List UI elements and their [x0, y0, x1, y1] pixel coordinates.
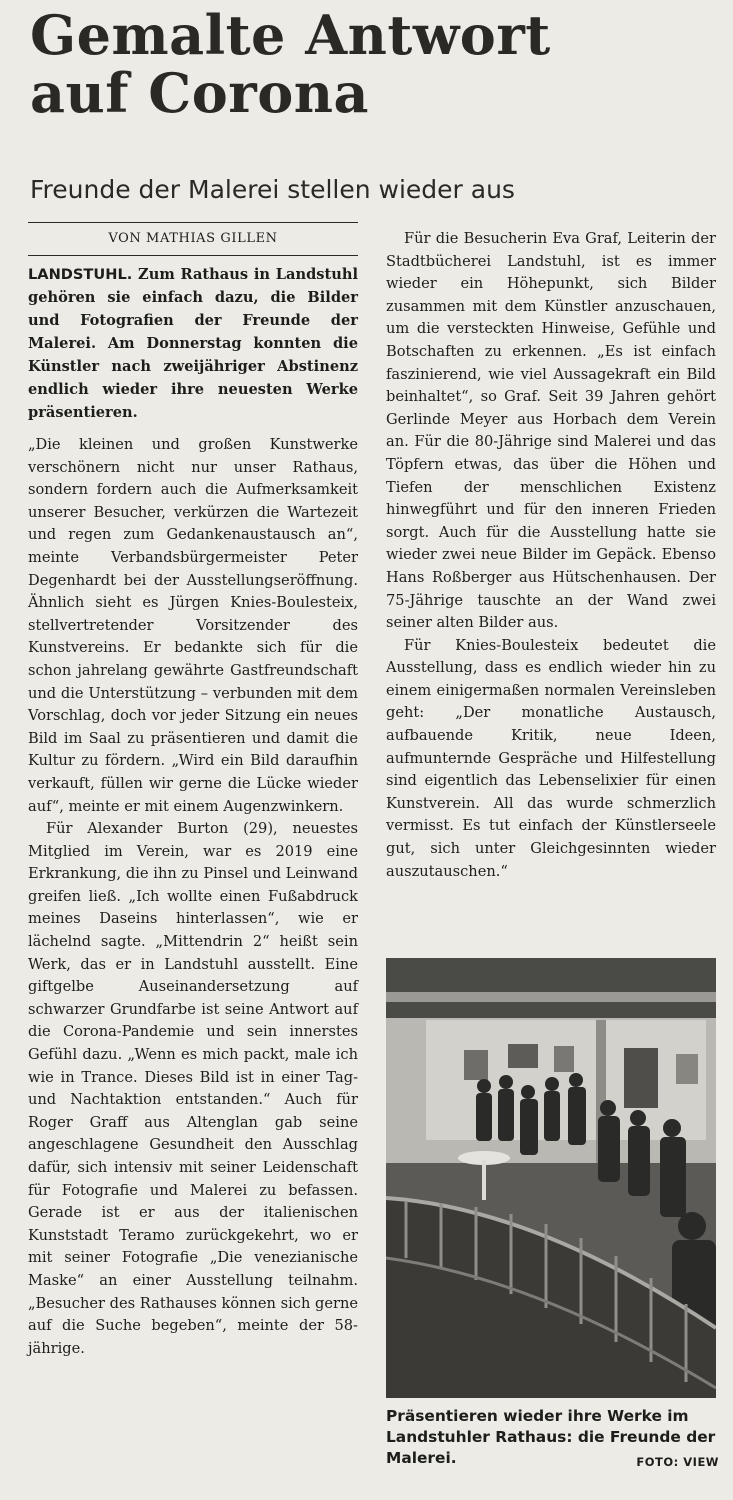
body-paragraph: „Die kleinen und großen Kunstwerke verschönern nicht nur unser Rathaus, sondern fordern auch die Aufmerksamkeit unserer Besucher, verkürzen die Wartezeit und regen zum Gedankenaustausch an“, meinte Verbandsbürgermeister Peter Degenhardt bei der Ausstellungseröffnung. Ähnlich sieht es Jürgen Knies-Boulesteix, stellvertretender Vorsitzender des Kunstvereins. Er bedankte sich für die schon jahrelang gewährte Gastfreundschaft und die Unterstützung – verbunden mit dem Vorschlag, doch vor jeder Sitzung ein neues Bild im Saal zu präsentieren und damit die Kultur zu fördern. „Wird ein Bild daraufhin verkauft, füllen wir gerne die Lücke wieder auf“, meinte er mit einem Augenzwinkern. — [28, 436, 358, 815]
column-left — [28, 263, 358, 1360]
byline-rule-top — [28, 222, 358, 223]
dateline-place: LANDSTUHL. — [28, 266, 133, 283]
headline — [30, 3, 710, 125]
article-photo — [386, 958, 716, 1398]
photo-credit: FOTO: VIEW — [636, 1455, 719, 1469]
body-paragraph: Für Alexander Burton (29), neuestes Mitglied im Verein, war es 2019 eine Erkrankung, die ihn zu Pinsel und Leinwand greifen ließ. „Ich wollte einen Fußabdruck meines Daseins hinterlassen“, wie er lächelnd sagte. „Mittendrin 2“ heißt sein Werk, das er in Landstuhl ausstellt. Eine giftgelbe Auseinandersetzung auf schwarzer Grundfarbe ist seine Antwort auf die Corona-Pandemie und sein innerstes Gefühl dazu. „Wenn es mich packt, male ich wie in Trance. Dieses Bild ist in einer Tag- und Nachtaktion entstanden.“ Auch für Roger Graff aus Altenglan gab seine angeschlagene Gesundheit den Ausschlag dafür, sich intensiv mit seiner Leidenschaft für Fotografie und Malerei zu befassen. Gerade ist er aus der italienischen Kunststadt Teramo zurückgekehrt, wo er mit seiner Fotografie „Die venezianische Maske“ an einer Ausstellung teilnahm. „Besucher des Rathauses können sich gerne auf die Suche begeben“, meinte der 58-jährige. — [28, 820, 358, 1357]
body-paragraph: Für Knies-Boulesteix bedeutet die Ausstellung, dass es endlich wieder hin zu einem einigermaßen normalen Vereinsleben geht: „Der monatliche Austausch, aufbauende Kritik, neue Ideen, aufmunternde Gespräche und Hilfestellung sind eigentlich das Lebenselixier für einen Kunstverein. All das wurde schmerzlich vermisst. Es tut einfach der Künstlerseele gut, sich unter Gleichgesinnten wieder auszutauschen.“ — [386, 636, 716, 880]
headline-line-2: auf Corona — [30, 61, 369, 125]
lead-text: Zum Rathaus in Landstuhl gehören sie einfach dazu, die Bilder und Fotografien der Freunde der Malerei. Am Donnerstag konnten die Künstler nach zweijähriger Abstinenz endlich wieder ihre neuesten Werke präsentieren. — [28, 266, 358, 421]
photo-caption: Präsentieren wieder ihre Werke im Landstuhler Rathaus: die Freunde der Malerei. — [386, 1407, 716, 1467]
body-paragraph: Für die Besucherin Eva Graf, Leiterin der Stadtbücherei Landstuhl, ist es immer wieder ein Höhepunkt, sich Bilder zusammen mit dem Künstler anzuschauen, um die versteckten Hinweise, Gefühle und Botschaften zu erkennen. „Es ist einfach faszinierend, wie viel Aussagekraft ein Bild beinhaltet“, so Graf. Seit 39 Jahren gehört Gerlinde Meyer aus Horbach dem Verein an. Für die 80-Jährige sind Malerei und das Töpfern etwas, das über die Höhen und Tiefen der menschlichen Existenz hinwegführt und für den inneren Frieden sorgt. Auch für die Ausstellung hatte sie wieder zwei neue Bilder im Gepäck. Ebenso Hans Roßberger aus Hütschenhausen. Der 75-Jährige tauschte an der Wand zwei seiner alten Bilder aus. — [386, 230, 716, 632]
lead-paragraph — [28, 263, 358, 424]
subheadline: Freunde der Malerei stellen wieder aus — [30, 175, 515, 204]
headline-line-1: Gemalte Antwort — [30, 3, 551, 67]
column-right — [386, 228, 716, 883]
exhibition-photo-illustration — [386, 958, 716, 1398]
byline: VON MATHIAS GILLEN — [108, 231, 278, 246]
byline-rule-bottom — [28, 255, 358, 256]
